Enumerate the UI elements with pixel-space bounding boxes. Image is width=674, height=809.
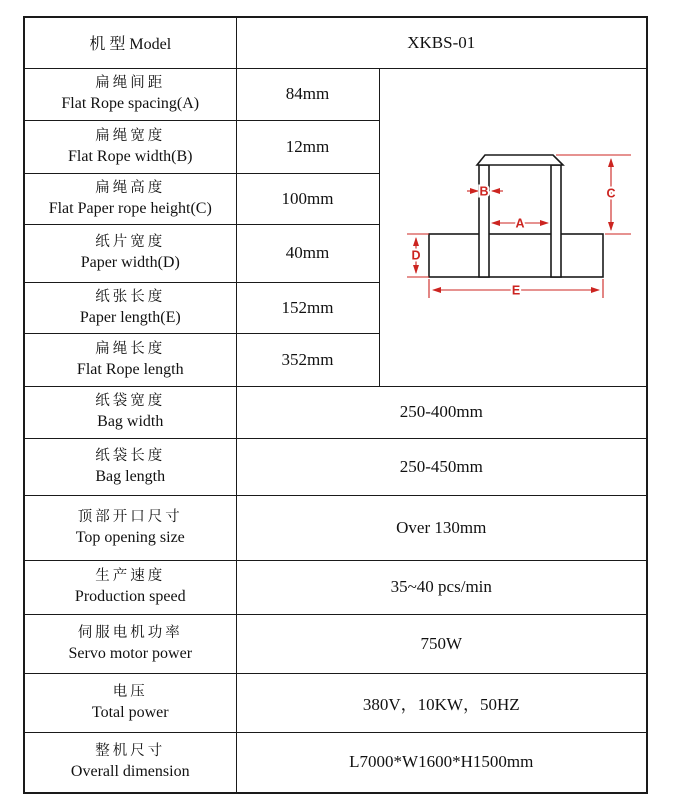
label-en: Flat Rope spacing(A) [61, 95, 200, 113]
label-en: Bag length [95, 467, 166, 485]
model-value: XKBS-01 [407, 32, 476, 52]
table-row [24, 495, 647, 560]
spec-label-cell [24, 173, 236, 224]
label-zh: 伺服电机功率 [77, 624, 183, 641]
spec-label-cell [24, 282, 236, 333]
label-zh: 扁绳长度 [95, 340, 166, 357]
spec-value-cell [236, 732, 647, 793]
model-label: 机 型 Model [89, 36, 172, 54]
model-value-cell [236, 17, 647, 68]
dim-label-a: A [515, 216, 525, 230]
label-zh: 扁绳间距 [95, 75, 166, 92]
spec-value: 750W [420, 633, 463, 653]
table-row [24, 732, 647, 793]
dim-label-b: B [479, 184, 489, 198]
spec-value: 352mm [281, 349, 334, 369]
label-en: Paper length(E) [79, 308, 181, 326]
spec-label-cell [24, 120, 236, 173]
spec-value-cell [236, 495, 647, 560]
label-zh: 扁绳高度 [95, 179, 166, 196]
spec-value: 250-450mm [399, 456, 483, 476]
paper-patch-outline [429, 234, 603, 277]
spec-label-cell [24, 68, 236, 120]
spec-value-cell [236, 120, 379, 173]
label-zh: 纸张长度 [95, 288, 166, 305]
spec-value: 84mm [285, 84, 330, 103]
spec-value: 250-400mm [399, 402, 483, 421]
spec-label-cell [24, 438, 236, 495]
spec-value-cell [236, 333, 379, 386]
spec-value: Over 130mm [396, 517, 487, 537]
spec-label-cell [24, 614, 236, 673]
spec-label-cell [24, 495, 236, 560]
table-row [24, 438, 647, 495]
label-zh: 扁绳宽度 [95, 127, 166, 144]
label-zh: 纸片宽度 [95, 234, 166, 251]
dim-label-d: D [411, 248, 421, 262]
table-row [24, 614, 647, 673]
model-label-cell [24, 17, 236, 68]
label-en: Total power [91, 703, 169, 721]
label-en: Bag width [97, 413, 164, 431]
diagram-cell [379, 68, 647, 386]
spec-value-cell [236, 438, 647, 495]
label-en: Top opening size [75, 528, 185, 546]
spec-label-cell [24, 673, 236, 732]
spec-table [23, 16, 648, 794]
label-en: Flat Rope width(B) [68, 147, 193, 165]
label-en: Overall dimension [70, 763, 190, 781]
label-zh: 生产速度 [95, 568, 166, 585]
spec-value-cell [236, 173, 379, 224]
label-zh: 纸袋长度 [95, 447, 166, 464]
table-row [24, 386, 647, 438]
spec-value: 152mm [281, 297, 334, 317]
spec-label-cell [24, 732, 236, 793]
spec-value-cell [236, 224, 379, 282]
table-row [24, 673, 647, 732]
spec-value: 380V，10KW，50HZ [362, 695, 520, 714]
spec-label-cell [24, 386, 236, 438]
spec-label-cell [24, 224, 236, 282]
spec-value: 100mm [281, 188, 334, 208]
label-en: Flat Paper rope height(C) [48, 199, 212, 217]
handle-top-bar [477, 155, 563, 165]
spec-value: L7000*W1600*H1500mm [349, 752, 534, 772]
label-zh: 纸袋宽度 [95, 393, 166, 410]
label-zh: 电压 [112, 683, 148, 700]
table-row [24, 68, 647, 120]
spec-value-cell [236, 68, 379, 120]
label-zh: 整机尺寸 [95, 743, 166, 760]
spec-value-cell [236, 386, 647, 438]
spec-value-cell [236, 282, 379, 333]
spec-label-cell [24, 560, 236, 614]
spec-label-cell [24, 333, 236, 386]
spec-value-cell [236, 673, 647, 732]
spec-value-cell [236, 560, 647, 614]
label-en: Servo motor power [68, 644, 193, 662]
table-row-model [24, 17, 647, 68]
label-en: Flat Rope length [76, 360, 184, 378]
dim-label-c: C [606, 186, 616, 200]
label-en: Paper width(D) [80, 254, 180, 272]
spec-value: 35~40 pcs/min [390, 577, 492, 596]
spec-value-cell [236, 614, 647, 673]
label-en: Production speed [74, 588, 186, 606]
spec-value: 40mm [285, 243, 330, 262]
table-row [24, 560, 647, 614]
dim-label-e: E [512, 283, 521, 297]
rope-handle-diagram [380, 69, 645, 385]
spec-value: 12mm [285, 136, 330, 156]
label-zh: 顶部开口尺寸 [77, 508, 183, 525]
handle-left-strip [479, 165, 489, 277]
handle-right-strip [551, 165, 561, 277]
